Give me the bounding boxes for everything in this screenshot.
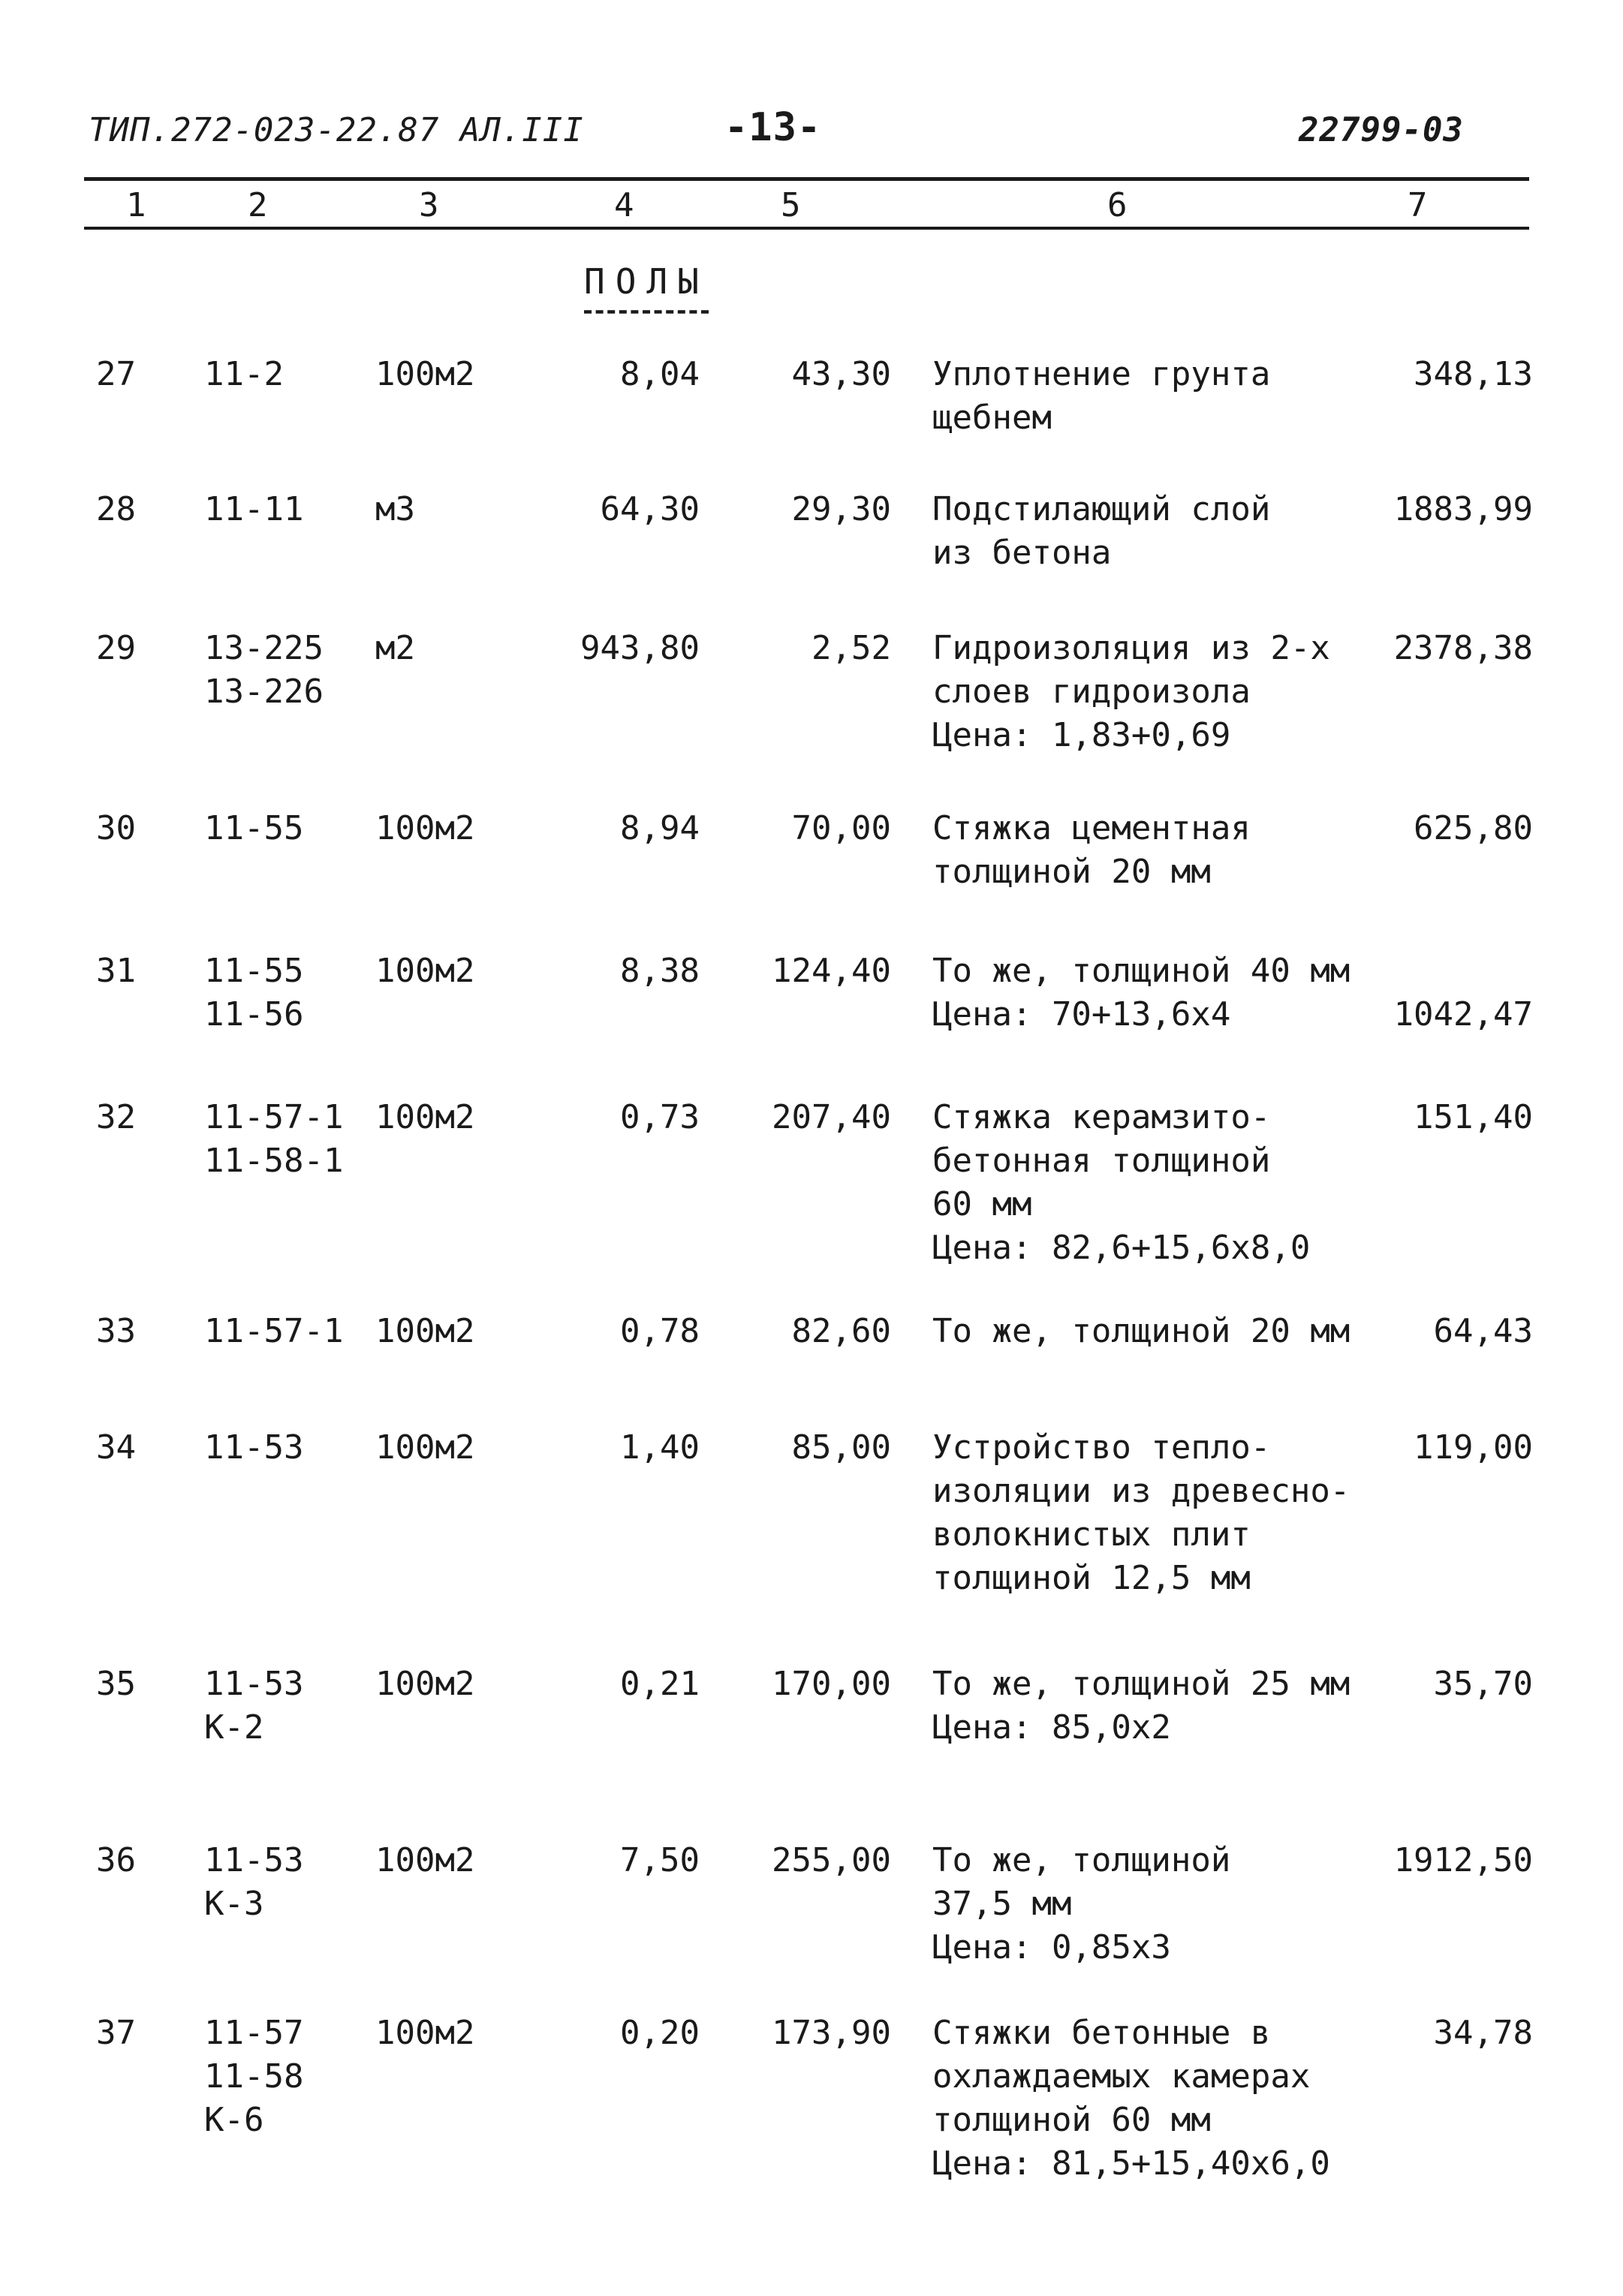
- norm-code-line: 11-58-1: [204, 1142, 344, 1180]
- unit: 100м2: [375, 2014, 475, 2052]
- work-description-line: То же, толщиной 40 мм: [932, 952, 1350, 990]
- norm-code-line: К-2: [204, 1708, 264, 1747]
- work-description-line: Устройство тепло-: [932, 1428, 1271, 1467]
- unit: 100м2: [375, 809, 475, 847]
- total-cost: 34,78: [1433, 2014, 1533, 2052]
- quantity: 7,50: [620, 1841, 700, 1879]
- norm-code: [204, 1663, 303, 1750]
- work-description: [932, 1426, 1350, 1600]
- row-number: 32: [96, 1098, 136, 1136]
- unit-price: 85,00: [791, 1428, 891, 1467]
- total-cost: 1912,50: [1393, 1841, 1533, 1879]
- row-number: 29: [96, 629, 136, 667]
- work-description-line: толщиной 20 мм: [932, 853, 1211, 891]
- total-cost: 151,40: [1414, 1098, 1533, 1136]
- work-description-line: толщиной 12,5 мм: [932, 1559, 1251, 1597]
- quantity: 0,78: [620, 1312, 700, 1350]
- row-number: 33: [96, 1312, 136, 1350]
- work-description: [932, 2012, 1330, 2186]
- norm-code: [204, 488, 303, 531]
- work-description-line: толщиной 60 мм: [932, 2101, 1211, 2139]
- row-number: 37: [96, 2014, 136, 2052]
- unit-price: 255,00: [772, 1841, 891, 1879]
- column-number-3: 3: [419, 186, 439, 224]
- work-description-line: слоев гидроизола: [932, 673, 1251, 711]
- work-description-line: Цена: 1,83+0,69: [932, 716, 1231, 754]
- unit-price: 2,52: [812, 629, 891, 667]
- work-description-line: Цена: 81,5+15,40х6,0: [932, 2144, 1330, 2183]
- norm-code: [204, 1839, 303, 1926]
- total-cost: 35,70: [1433, 1665, 1533, 1703]
- column-number-2: 2: [248, 186, 268, 224]
- work-description-line: Стяжка цементная: [932, 809, 1251, 847]
- unit-price: 170,00: [772, 1665, 891, 1703]
- unit-price: 70,00: [791, 809, 891, 847]
- album-number: 22799-03: [1299, 111, 1464, 149]
- quantity: 1,40: [620, 1428, 700, 1467]
- unit: 100м2: [375, 1841, 475, 1879]
- column-number-5: 5: [781, 186, 801, 224]
- work-description-line: Цена: 70+13,6х4: [932, 995, 1231, 1034]
- total-cost: 64,43: [1433, 1312, 1533, 1350]
- work-description-line: 60 мм: [932, 1185, 1032, 1223]
- norm-code-line: 11-2: [204, 355, 284, 393]
- norm-code: [204, 2012, 303, 2142]
- norm-code-line: 11-53: [204, 1841, 304, 1879]
- row-number: 31: [96, 952, 136, 990]
- work-description-line: из бетона: [932, 534, 1112, 572]
- work-description: [932, 1663, 1350, 1750]
- unit: 100м2: [375, 1428, 475, 1467]
- norm-code-line: 11-56: [204, 995, 304, 1034]
- work-description-line: Гидроизоляция из 2-х: [932, 629, 1330, 667]
- unit-price: 207,40: [772, 1098, 891, 1136]
- table-top-rule: [84, 177, 1529, 181]
- column-number-4: 4: [614, 186, 634, 224]
- work-description-line: 37,5 мм: [932, 1885, 1072, 1923]
- norm-code-line: К-6: [204, 2101, 264, 2139]
- work-description-line: То же, толщиной 25 мм: [932, 1665, 1350, 1703]
- unit-price: 82,60: [791, 1312, 891, 1350]
- unit-price: 29,30: [791, 490, 891, 528]
- section-title: ПОЛЫ: [584, 261, 709, 302]
- work-description-line: Цена: 82,6+15,6х8,0: [932, 1229, 1311, 1267]
- quantity: 943,80: [580, 629, 700, 667]
- unit: м3: [375, 490, 415, 528]
- work-description-line: Стяжка керамзито-: [932, 1098, 1271, 1136]
- row-number: 28: [96, 490, 136, 528]
- norm-code-line: 11-53: [204, 1428, 304, 1467]
- work-description-line: щебнем: [932, 399, 1052, 437]
- row-number: 30: [96, 809, 136, 847]
- norm-code: [204, 353, 284, 396]
- norm-code-line: 13-226: [204, 673, 324, 711]
- total-cost: 119,00: [1414, 1428, 1533, 1467]
- work-description-line: Цена: 0,85х3: [932, 1928, 1171, 1966]
- column-number-6: 6: [1107, 186, 1128, 224]
- unit: 100м2: [375, 1665, 475, 1703]
- total-cost: 2378,38: [1393, 629, 1533, 667]
- norm-code-line: 13-225: [204, 629, 324, 667]
- unit: 100м2: [375, 355, 475, 393]
- norm-code: [204, 807, 303, 850]
- norm-code-line: 11-57: [204, 2014, 304, 2052]
- total-cost: 1042,47: [1393, 995, 1533, 1034]
- work-description: [932, 1096, 1310, 1270]
- norm-code-line: 11-55: [204, 952, 304, 990]
- work-description-line: То же, толщиной: [932, 1841, 1231, 1879]
- norm-code: [204, 1096, 343, 1183]
- column-number-7: 7: [1408, 186, 1428, 224]
- work-description: [932, 807, 1251, 894]
- table-header-rule: [84, 227, 1529, 230]
- work-description-line: Подстилающий слой: [932, 490, 1271, 528]
- work-description-line: Цена: 85,0х2: [932, 1708, 1171, 1747]
- quantity: 0,20: [620, 2014, 700, 2052]
- column-number-1: 1: [126, 186, 146, 224]
- row-number: 36: [96, 1841, 136, 1879]
- norm-code: [204, 1310, 343, 1353]
- quantity: 8,04: [620, 355, 700, 393]
- work-description: [932, 1839, 1230, 1970]
- quantity: 8,38: [620, 952, 700, 990]
- document-code: ТИП.272-023-22.87 АЛ.III: [89, 111, 584, 149]
- quantity: 8,94: [620, 809, 700, 847]
- unit-price: 173,90: [772, 2014, 891, 2052]
- row-number: 35: [96, 1665, 136, 1703]
- unit: 100м2: [375, 1098, 475, 1136]
- work-description: [932, 1310, 1350, 1353]
- work-description-line: Стяжки бетонные в: [932, 2014, 1271, 2052]
- norm-code-line: К-3: [204, 1885, 264, 1923]
- quantity: 0,73: [620, 1098, 700, 1136]
- row-number: 27: [96, 355, 136, 393]
- page-number: -13-: [724, 105, 822, 150]
- norm-code: [204, 627, 324, 714]
- work-description-line: изоляции из древесно-: [932, 1472, 1350, 1510]
- norm-code-line: 11-57-1: [204, 1312, 344, 1350]
- unit: 100м2: [375, 952, 475, 990]
- total-cost: 348,13: [1414, 355, 1533, 393]
- work-description-line: волокнистых плит: [932, 1515, 1251, 1554]
- norm-code-line: 11-57-1: [204, 1098, 344, 1136]
- norm-code-line: 11-55: [204, 809, 304, 847]
- norm-code-line: 11-58: [204, 2057, 304, 2096]
- work-description-line: охлаждаемых камерах: [932, 2057, 1311, 2096]
- work-description: [932, 353, 1270, 440]
- total-cost: 1883,99: [1393, 490, 1533, 528]
- quantity: 0,21: [620, 1665, 700, 1703]
- norm-code-line: 11-11: [204, 490, 304, 528]
- work-description-line: бетонная толщиной: [932, 1142, 1271, 1180]
- norm-code: [204, 1426, 303, 1470]
- work-description-line: Уплотнение грунта: [932, 355, 1271, 393]
- work-description: [932, 949, 1350, 1037]
- work-description: [932, 627, 1330, 757]
- norm-code: [204, 949, 303, 1037]
- unit: м2: [375, 629, 415, 667]
- quantity: 64,30: [600, 490, 700, 528]
- work-description: [932, 488, 1270, 575]
- row-number: 34: [96, 1428, 136, 1467]
- unit-price: 124,40: [772, 952, 891, 990]
- unit: 100м2: [375, 1312, 475, 1350]
- unit-price: 43,30: [791, 355, 891, 393]
- norm-code-line: 11-53: [204, 1665, 304, 1703]
- total-cost: 625,80: [1414, 809, 1533, 847]
- work-description-line: То же, толщиной 20 мм: [932, 1312, 1350, 1350]
